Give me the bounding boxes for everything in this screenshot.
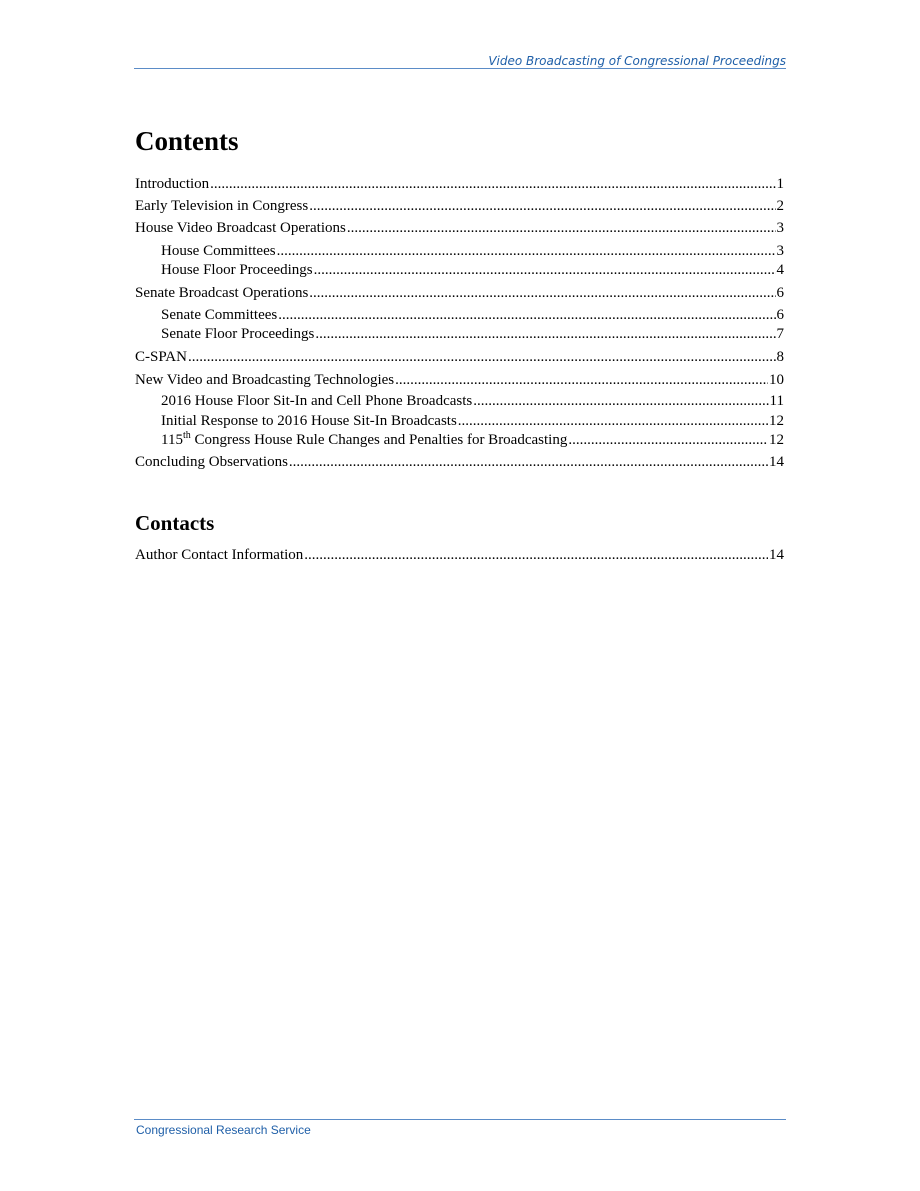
toc-entry-label: Author Contact Information bbox=[135, 547, 304, 563]
toc-entry-label: C-SPAN bbox=[135, 349, 187, 365]
toc-entry-label: Initial Response to 2016 House Sit-In Broadcasts bbox=[161, 413, 457, 429]
footer-rule bbox=[134, 1119, 786, 1120]
toc-dot-leader bbox=[568, 430, 768, 450]
toc-entry-label: Introduction bbox=[135, 176, 210, 192]
header-rule bbox=[134, 68, 786, 69]
toc-entry-senate-broadcast[interactable] bbox=[135, 283, 784, 303]
toc-entry-115th-rule-changes[interactable] bbox=[161, 430, 784, 450]
toc-page-number: 6 bbox=[776, 307, 784, 323]
toc-label-prefix: 115 bbox=[161, 432, 183, 448]
toc-page-number: 12 bbox=[769, 413, 784, 429]
toc-entry-author-contact[interactable] bbox=[135, 545, 784, 565]
footer-organization: Congressional Research Service bbox=[136, 1123, 311, 1137]
toc-page-number: 10 bbox=[769, 372, 784, 388]
toc-page-number: 2 bbox=[776, 198, 784, 214]
contents-heading: Contents bbox=[135, 126, 239, 156]
toc-page-number: 7 bbox=[776, 326, 784, 342]
toc-page-number: 4 bbox=[776, 262, 784, 278]
toc-entry-new-video-technologies[interactable] bbox=[135, 370, 784, 390]
toc-entry-label: Concluding Observations bbox=[135, 454, 288, 470]
toc-page-number: 14 bbox=[769, 547, 784, 563]
toc-entry-label: Senate Committees bbox=[161, 307, 278, 323]
toc-dot-leader bbox=[309, 196, 775, 216]
toc-entry-introduction[interactable] bbox=[135, 174, 784, 194]
toc-entry-label: 2016 House Floor Sit-In and Cell Phone Broadcasts bbox=[161, 393, 473, 409]
toc-dot-leader bbox=[458, 411, 768, 431]
toc-dot-leader bbox=[277, 241, 776, 261]
toc-entry-concluding-observations[interactable] bbox=[135, 452, 784, 472]
toc-entry-label: Early Television in Congress bbox=[135, 198, 309, 214]
toc-label-rest: Congress House Rule Changes and Penalties for Broadcasting bbox=[190, 432, 568, 448]
toc-entry-label: Senate Broadcast Operations bbox=[135, 285, 309, 301]
toc-dot-leader bbox=[473, 391, 768, 411]
toc-dot-leader bbox=[188, 347, 776, 367]
toc-entry-senate-floor[interactable] bbox=[161, 324, 784, 344]
toc-dot-leader bbox=[347, 218, 776, 238]
toc-entry-initial-response[interactable] bbox=[161, 411, 784, 431]
toc-dot-leader bbox=[278, 305, 775, 325]
toc-page-number: 12 bbox=[769, 432, 784, 448]
toc-page-number: 1 bbox=[776, 176, 784, 192]
toc-page-number: 3 bbox=[776, 243, 784, 259]
toc-dot-leader bbox=[304, 545, 768, 565]
toc-dot-leader bbox=[315, 324, 775, 344]
toc-entry-c-span[interactable] bbox=[135, 347, 784, 367]
toc-dot-leader bbox=[395, 370, 768, 390]
toc-entry-label: Senate Floor Proceedings bbox=[161, 326, 315, 342]
toc-entry-house-floor[interactable] bbox=[161, 260, 784, 280]
toc-label-superscript: th bbox=[182, 430, 191, 441]
toc-entry-label: House Committees bbox=[161, 243, 276, 259]
toc-dot-leader bbox=[314, 260, 776, 280]
toc-entry-house-video-broadcast[interactable] bbox=[135, 218, 784, 238]
contacts-heading: Contacts bbox=[135, 511, 215, 535]
toc-dot-leader bbox=[309, 283, 775, 303]
toc-page-number: 11 bbox=[769, 393, 784, 409]
toc-entry-2016-sit-in[interactable] bbox=[161, 391, 784, 411]
toc-entry-label bbox=[161, 430, 567, 450]
toc-dot-leader bbox=[289, 452, 768, 472]
toc-entry-label: House Video Broadcast Operations bbox=[135, 220, 346, 236]
toc-entry-label: House Floor Proceedings bbox=[161, 262, 313, 278]
toc-page-number: 14 bbox=[769, 454, 784, 470]
toc-dot-leader bbox=[210, 174, 775, 194]
toc-entry-label: New Video and Broadcasting Technologies bbox=[135, 372, 395, 388]
running-header-title: Video Broadcasting of Congressional Proceedings bbox=[488, 54, 786, 68]
toc-page-number: 3 bbox=[776, 220, 784, 236]
toc-entry-early-television[interactable] bbox=[135, 196, 784, 216]
toc-entry-senate-committees[interactable] bbox=[161, 305, 784, 325]
toc-entry-house-committees[interactable] bbox=[161, 241, 784, 261]
toc-page-number: 8 bbox=[776, 349, 784, 365]
toc-page-number: 6 bbox=[776, 285, 784, 301]
